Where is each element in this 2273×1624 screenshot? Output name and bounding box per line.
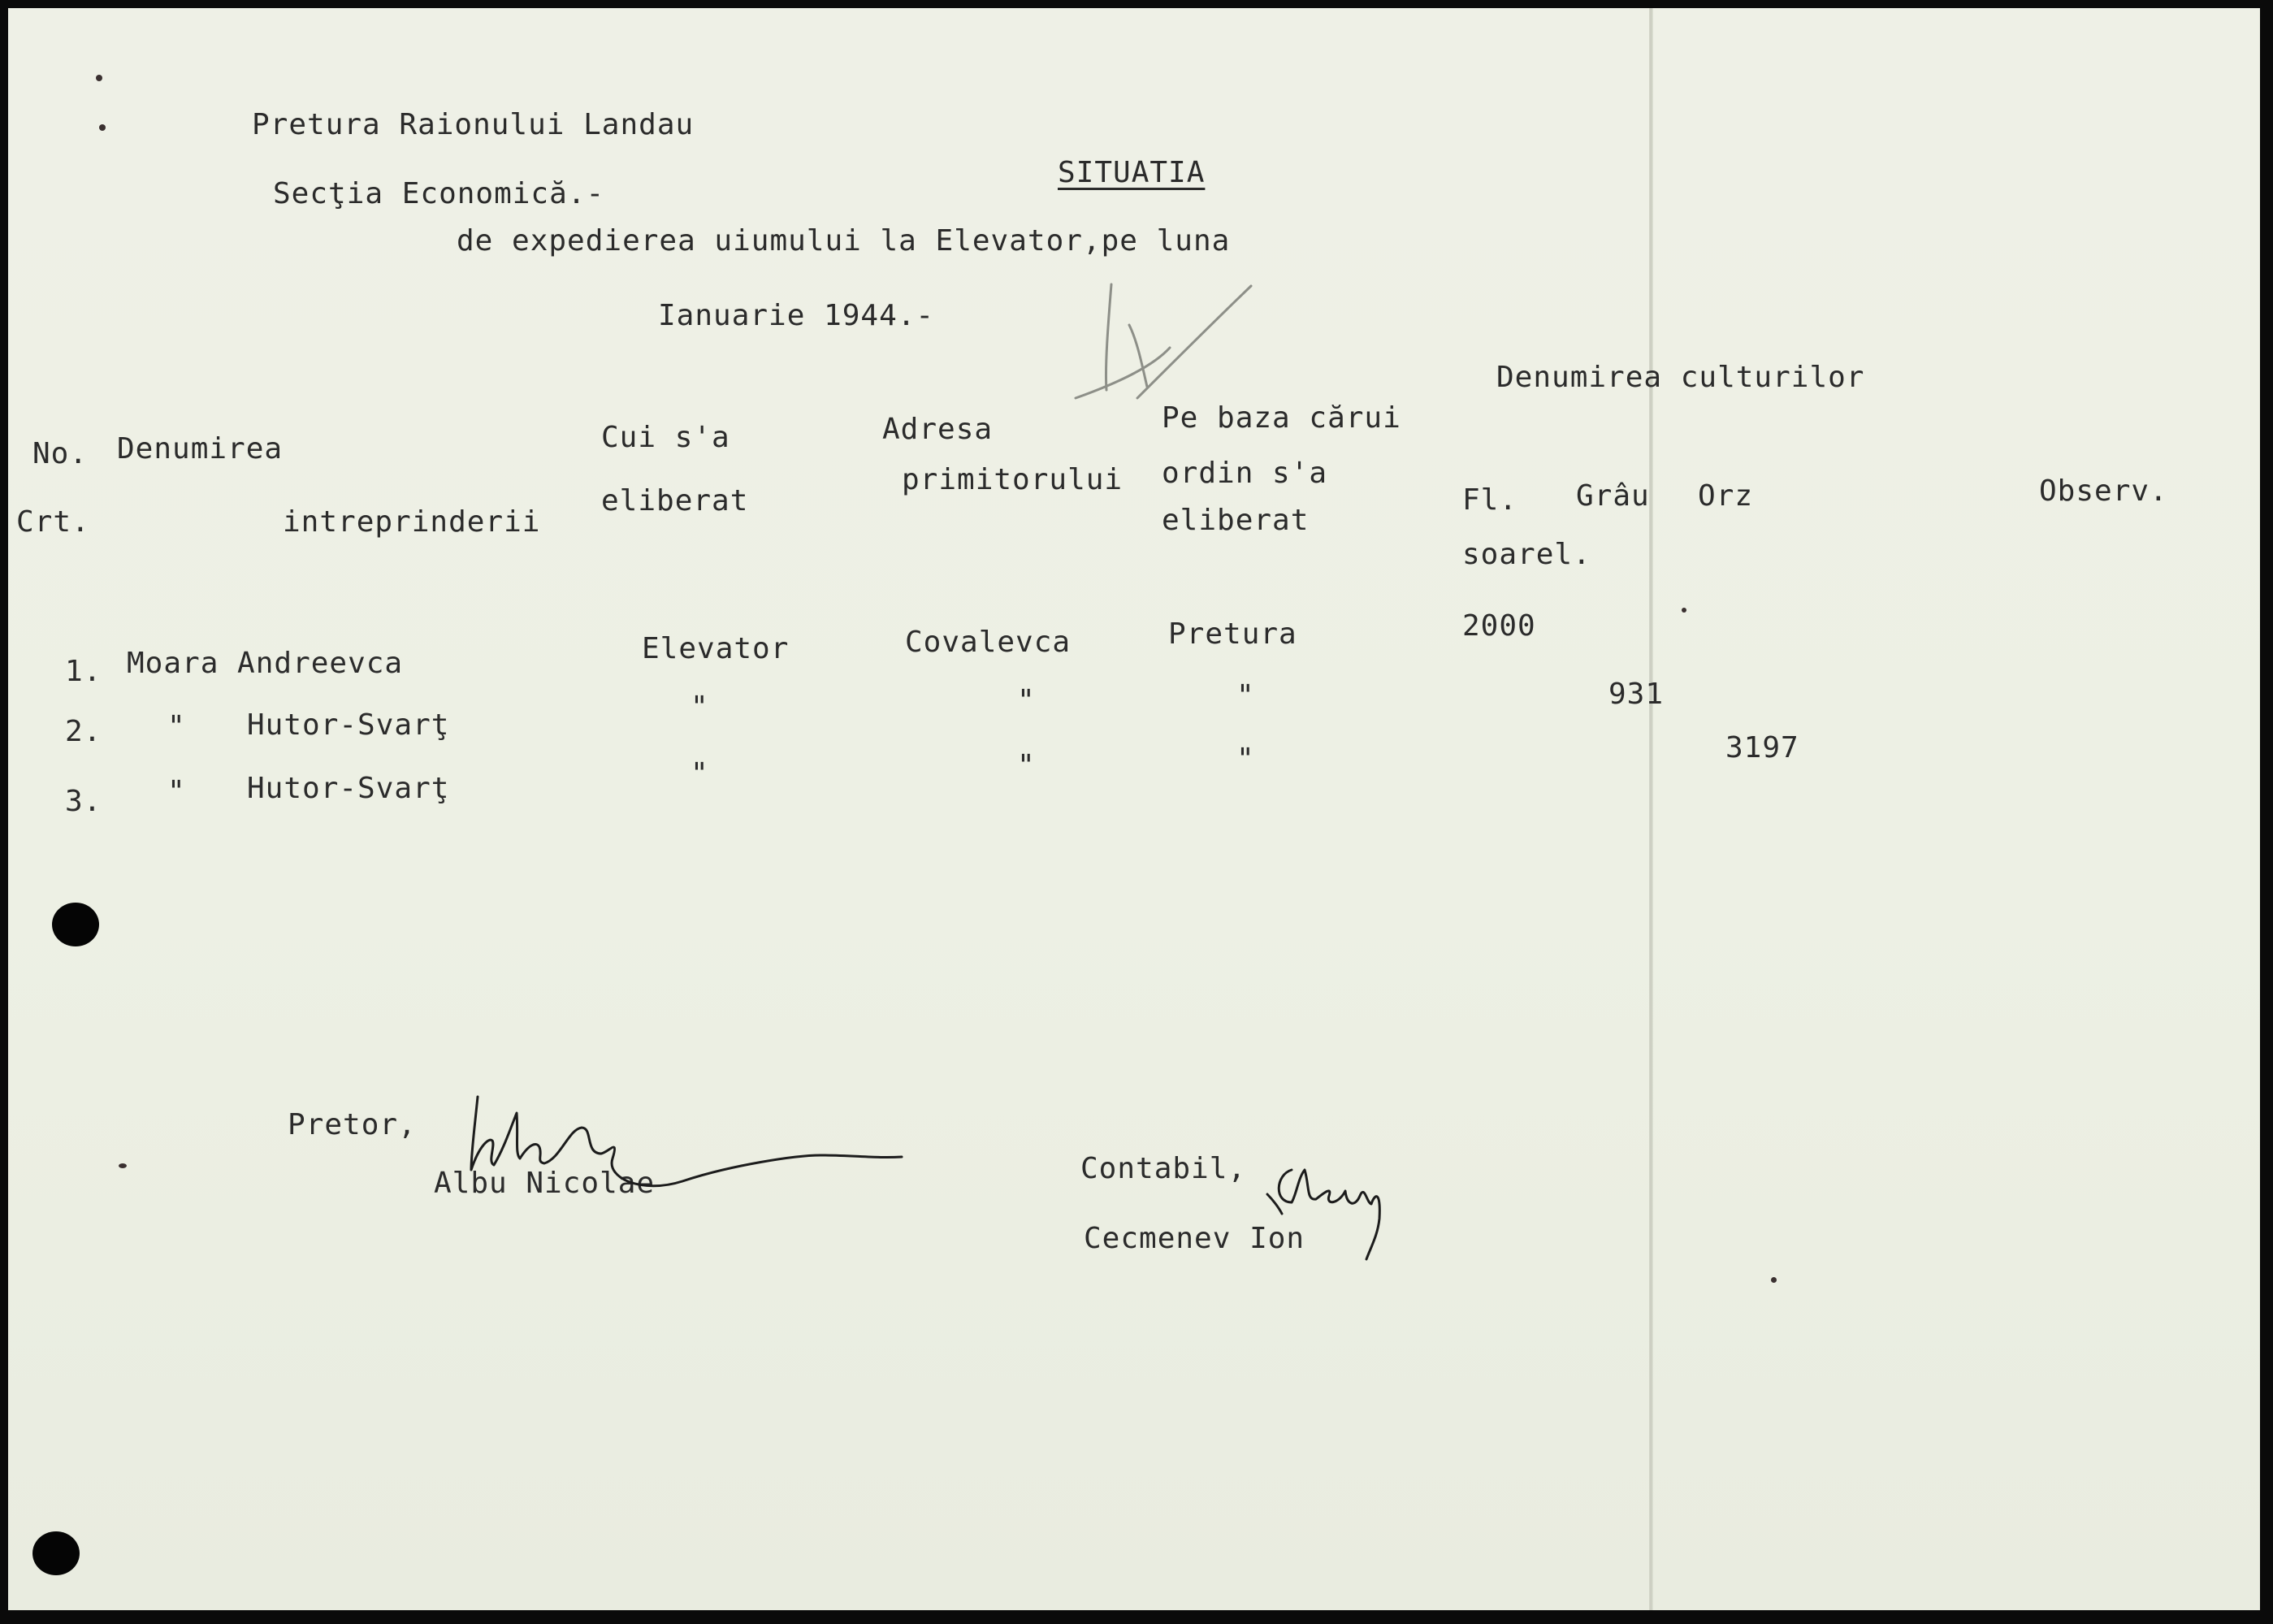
header-released-to-line1: Cui s'a xyxy=(601,421,730,454)
header-order-line1: Pe baza cărui xyxy=(1162,401,1401,435)
row-ditto-mark: " xyxy=(167,775,186,808)
row-order: " xyxy=(1236,679,1255,712)
header-released-to-line2: eliberat xyxy=(601,484,749,518)
header-no: No. xyxy=(32,437,89,470)
header-address-line1: Adresa xyxy=(882,413,994,446)
document-subtitle-line2: Ianuarie 1944.- xyxy=(658,299,935,332)
office-name: Pretura Raionului Landau xyxy=(252,108,695,141)
punch-hole-bottom xyxy=(32,1531,80,1575)
row-enterprise: Hutor-Svarţ xyxy=(247,708,450,742)
ink-speck xyxy=(1771,1277,1777,1283)
row-released-to: " xyxy=(691,757,709,790)
row-address: " xyxy=(1017,684,1036,717)
header-order-line3: eliberat xyxy=(1162,504,1310,537)
row-address: " xyxy=(1017,749,1036,782)
header-crt: Crt. xyxy=(16,505,90,539)
row-wheat: 931 xyxy=(1608,678,1665,711)
row-number: 2. xyxy=(65,715,102,748)
header-address-line2: primitorului xyxy=(902,463,1124,496)
row-enterprise: Moara Andreevca xyxy=(127,647,404,680)
accountant-signature xyxy=(1259,1145,1438,1259)
header-sunflower-line2: soarel. xyxy=(1462,538,1591,571)
ink-speck xyxy=(1682,608,1686,613)
paper-fold-line xyxy=(1649,8,1653,1610)
accountant-name: Cecmenev Ion xyxy=(1084,1222,1305,1255)
row-number: 1. xyxy=(65,655,102,688)
document-page xyxy=(8,8,2260,1610)
row-address: Covalevca xyxy=(905,626,1072,659)
document-subtitle-line1: de expedierea uiumului la Elevator,pe luna xyxy=(457,224,1231,258)
ink-speck xyxy=(96,75,102,81)
ink-speck xyxy=(119,1163,127,1168)
pretor-name: Albu Nicolae xyxy=(434,1167,656,1200)
header-wheat: Grâu xyxy=(1576,479,1650,513)
pretor-label: Pretor, xyxy=(288,1108,417,1141)
row-enterprise: Hutor-Svarţ xyxy=(247,772,450,805)
row-order: " xyxy=(1236,743,1255,776)
header-remarks: Observ. xyxy=(2039,474,2168,508)
header-sunflower-line1: Fl. xyxy=(1462,483,1518,517)
row-ditto-mark: " xyxy=(167,710,186,743)
punch-hole-top xyxy=(52,903,99,946)
section-name: Secţia Economică.- xyxy=(273,177,605,210)
header-enterprise-line2: intreprinderii xyxy=(283,505,541,539)
pencil-mark xyxy=(1072,276,1275,422)
accountant-label: Contabil, xyxy=(1080,1152,1247,1185)
header-crops-group: Denumirea culturilor xyxy=(1496,361,1865,394)
row-released-to: " xyxy=(691,691,709,724)
header-order-line2: ordin s'a xyxy=(1162,457,1328,490)
row-sunflower: 2000 xyxy=(1462,609,1536,643)
row-released-to: Elevator xyxy=(642,632,790,665)
header-enterprise-line1: Denumirea xyxy=(117,432,284,466)
document-title: SITUATIA xyxy=(1058,156,1206,189)
row-barley: 3197 xyxy=(1725,731,1799,764)
ink-speck xyxy=(99,124,106,131)
header-barley: Orz xyxy=(1698,479,1754,513)
row-order: Pretura xyxy=(1168,617,1297,651)
row-number: 3. xyxy=(65,785,102,818)
pretor-signature xyxy=(447,1081,934,1210)
